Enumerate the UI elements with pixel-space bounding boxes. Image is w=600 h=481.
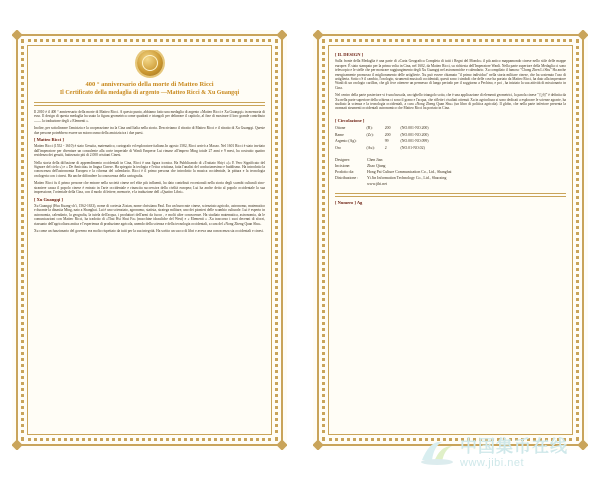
credits-block [335,157,566,187]
xu-paragraph: Xu come un funzionario del governo era molto rispettato da tutti per la sua integrità. Ha scritto un sacco di libri e aveva una conoscenza sia occidentali e cinesi. [34,228,264,233]
right-content [335,50,566,430]
section-heading-ricci: [ Matteo Ricci ] [34,137,64,143]
certificate-title: 400 ° anniversario della morte di Matteo Ricci [85,81,214,88]
watermark-cn-text: 中国集币在线 [460,437,568,457]
circulation-qty: 99 [384,139,389,144]
ricci-paragraph: Matteo Ricci fu il primo persone che entrare nella società cinese nel elite più influenti, ha dato contributi eccezionali nella storia degli scambi culturali sino-straniere causa il popolo cinese è entrato in l'arte occidentale e rinascita successiva della civiltà europea; Lui ha anche detto al popolo occidentale la sua impressione, l'orientale della Cina, con il modo di lettere, memorie, e la traduzione dell «Quattro Libri». [34,181,265,195]
design-paragraph: Nel centro della parte posteriore vi è una bussola, un righello triangolo sotto, che è una applicazione di elementi geometrici, la parola cinese "几何" è definita da Xu nella parte superiore della schiena ci sono il grano e l'acqua, che riflette i risultati ottenuti Xu in agricoltura si sono dedicati a esplorare le scienze agrarie, ha studiato la scienza e la tecnologia occidentali, a cura «Nong Zheng Quan Shu» (un libro di politica agricola). Il globo, che nella parte inferiore presenta la avanzati strumenti occidentali astronomico che Matteo Ricci ha portato in Cina. [335,93,566,111]
ricci-paragraph: Nella storia della diffusione di apprendimento occidentali in Cina, Ricci è una figura iconica. Ha Pubblicando di «Trattato Shiyi »(« E Vero Significato del Signore del cielo ») e « De Amicitia» in lingua Cinese. Ha spiegato la teologia e l'etica cristiana, fatta l'analisi del confucianesimo e buddismo. Ha introdotto la conoscenza dell'astronomia Europea e la riforma del calendario. Ricci è il primo persona che introdotto la musica occidentale, la pittura e la tecnologia orologeria con i cinesi. Ha anche diffondere la conoscenza della cartografia. [34,160,265,178]
circulation-nos: (NO.01-NO.02) [400,145,425,150]
site-watermark [418,432,568,469]
divider [34,102,265,106]
circulation-sym: (B): [366,126,373,131]
section-heading-circolazione: [ Circolazione ] [335,117,365,123]
xu-paragraph: Xu Guangqi (Hsu Kuang-ch'i, 1562-1633), nome di cortesia Zixian, nome christiana Paul. Era un burocrate cinese, scienziato agricolo, astronomo, matematico e durante la dinastia Ming, nato a Shanghai. Lui è uno scienziato, agronomo, statista, stratega militare, uno dei pionieri delle scambio culturale. Lui è esperto in astronomia, calendario, la geografia, la tutela dell'acqua, i produttori dell'armi da fuoco , e molti altre conoscenze. Ha studiato matematica, astronomia, da le comunicazioni con Matteo Ricci, ha tradotto di «Thai Hsi Shui Fa» (macchine idrauliche del West) e « Elementi » .Xu trascorso i suoi decenni di sforzi, riassunto dell'agricoltura antica e l'esperienza di produzione agricola, unendo della scienza e della tecnologia occidentali, a cura del «Nong Zheng Quan Shu». [34,203,265,226]
circulation-qty: 200 [384,126,391,131]
circulation-table [335,125,439,151]
circulation-metal: Argento (Ag): [335,139,357,144]
coin-stack-logo-icon [418,436,456,466]
circulation-metal: Rame [335,132,344,137]
credit-row [335,181,566,187]
section-heading-design: [ IL DESIGN ] [335,52,364,57]
section-heading-xu: [ Xu Guangqi ] [34,196,63,202]
numero-value: Ag [356,199,363,205]
circulation-nos: (NO.001-NO.099) [400,139,429,144]
circulation-qty: 200 [384,132,391,137]
credit-row: Distribuzione : Yi Jin Information Technology Co., Ltd., Shaoxing [335,175,447,180]
medal-emblem-icon [137,50,163,76]
certificate-left-page [12,30,287,450]
intro-paragraph: Inoltre, per sottolineare l'amicizia e la cooperazione tra la Cina und Italia nella storia. Descriviamo il ritratto di Matteo Ricci e il ritratto di Xu Guangqi. Queste due persone potrebbero essere un microcosmo della amicizia tra i due paesi. [34,126,265,135]
circulation-qty: 2 [384,145,387,150]
design-paragraph: Sulla fronte della Medaglia è una parte di «Carta Geografica Completa di tutti i Regni del Mondo» il più antico mappamondo cinese nello stile delle mappe europee. È stato stampato per la prima volta in Cina, nel 1602, da Matteo Ricci, su richiesta dell'Imperatore Wanli. Nella parte superiore della Medaglia ci sono telescopio e le stelle che per mostrare raggiungimento degli Xu Guangqi nel astronomiche e calendario. Xu compilato il famoso "Chong Zhen Li Shu" Ha anche energicamente promosso il miglioramento delle artiglierie. Xu può essere chiamato "il primo individuo" nella storia militare cinese, che ha sostenuto l'uso di artiglieria. Sotto c'è il cambio, l'orologio, strumenti musicali occidentali, questi sono i simboli che delle cose ha portato da Matteo Ricci, ha dato alla imperatore Wanli di un orologio carillon, che gli fece ottenere un permesso di lungo periodo per il soggiorno a Pechino, e poi , ha iniziato la sua attività di missionario in Cina. [335,59,566,90]
credit-row: Designer: Chen Jian [335,157,383,162]
certificate-right-page [313,30,588,450]
watermark-url: www.jibi.net [460,457,525,469]
website-link[interactable]: www.jibi.net [367,181,388,186]
circulation-nos: (NO.001-NO.200) [400,126,429,131]
credit-row: Incisione: Zhao Qiang [335,163,386,168]
circulation-row [335,145,439,151]
circulation-nos: (NO.001-NO.200) [400,132,429,137]
circulation-metal: Ottone [335,126,346,131]
divider [335,193,566,197]
section-heading-numero: [ Numero ] Ag [335,199,363,205]
intro-paragraph: Il 2010 è il 400 ° anniversario della morte di Matteo Ricci. A questo punto, abbiamo fatto una medaglia di argento «Matteo Ricci e Xu Guangqi» in memoria di esso. Il design di questa medaglia ha usato la figura geometrica come quadrati e triangoli per delineare il capitolo, al fine di mostrare il loro grande contributo —— la traduzione degli « Elementi ». [34,110,265,123]
ricci-paragraph: Matteo Ricci (1552 - 1610) è stato Gesuita, matematico, cartografo ed esploratore italiano.In agosto 1582, Ricci arrivò a Macao. Nel 1601 Ricci è stato invitato dall'imperatore per diventare un consulente alla corte imperiale di Wanli Emperor Lui rimase all'impero Ming totale 27 anni e 9 mesi, ha costruito quattro residenza dei gesuiti, battezzato più di 2.000 cristiani Cinesi. [34,144,265,158]
left-content [34,50,265,430]
certificate-subtitle: Il Certificato della medaglia di argento —Matteo Ricci & Xu Guangqi [59,90,240,96]
circulation-metal: Oro [335,145,341,150]
credit-row: Prodotto da: Hong Pai Culture Communication Co., Ltd., Shanghai [335,169,452,174]
circulation-sym: (Au): [366,145,375,150]
circulation-sym: (Zr): [366,132,374,137]
